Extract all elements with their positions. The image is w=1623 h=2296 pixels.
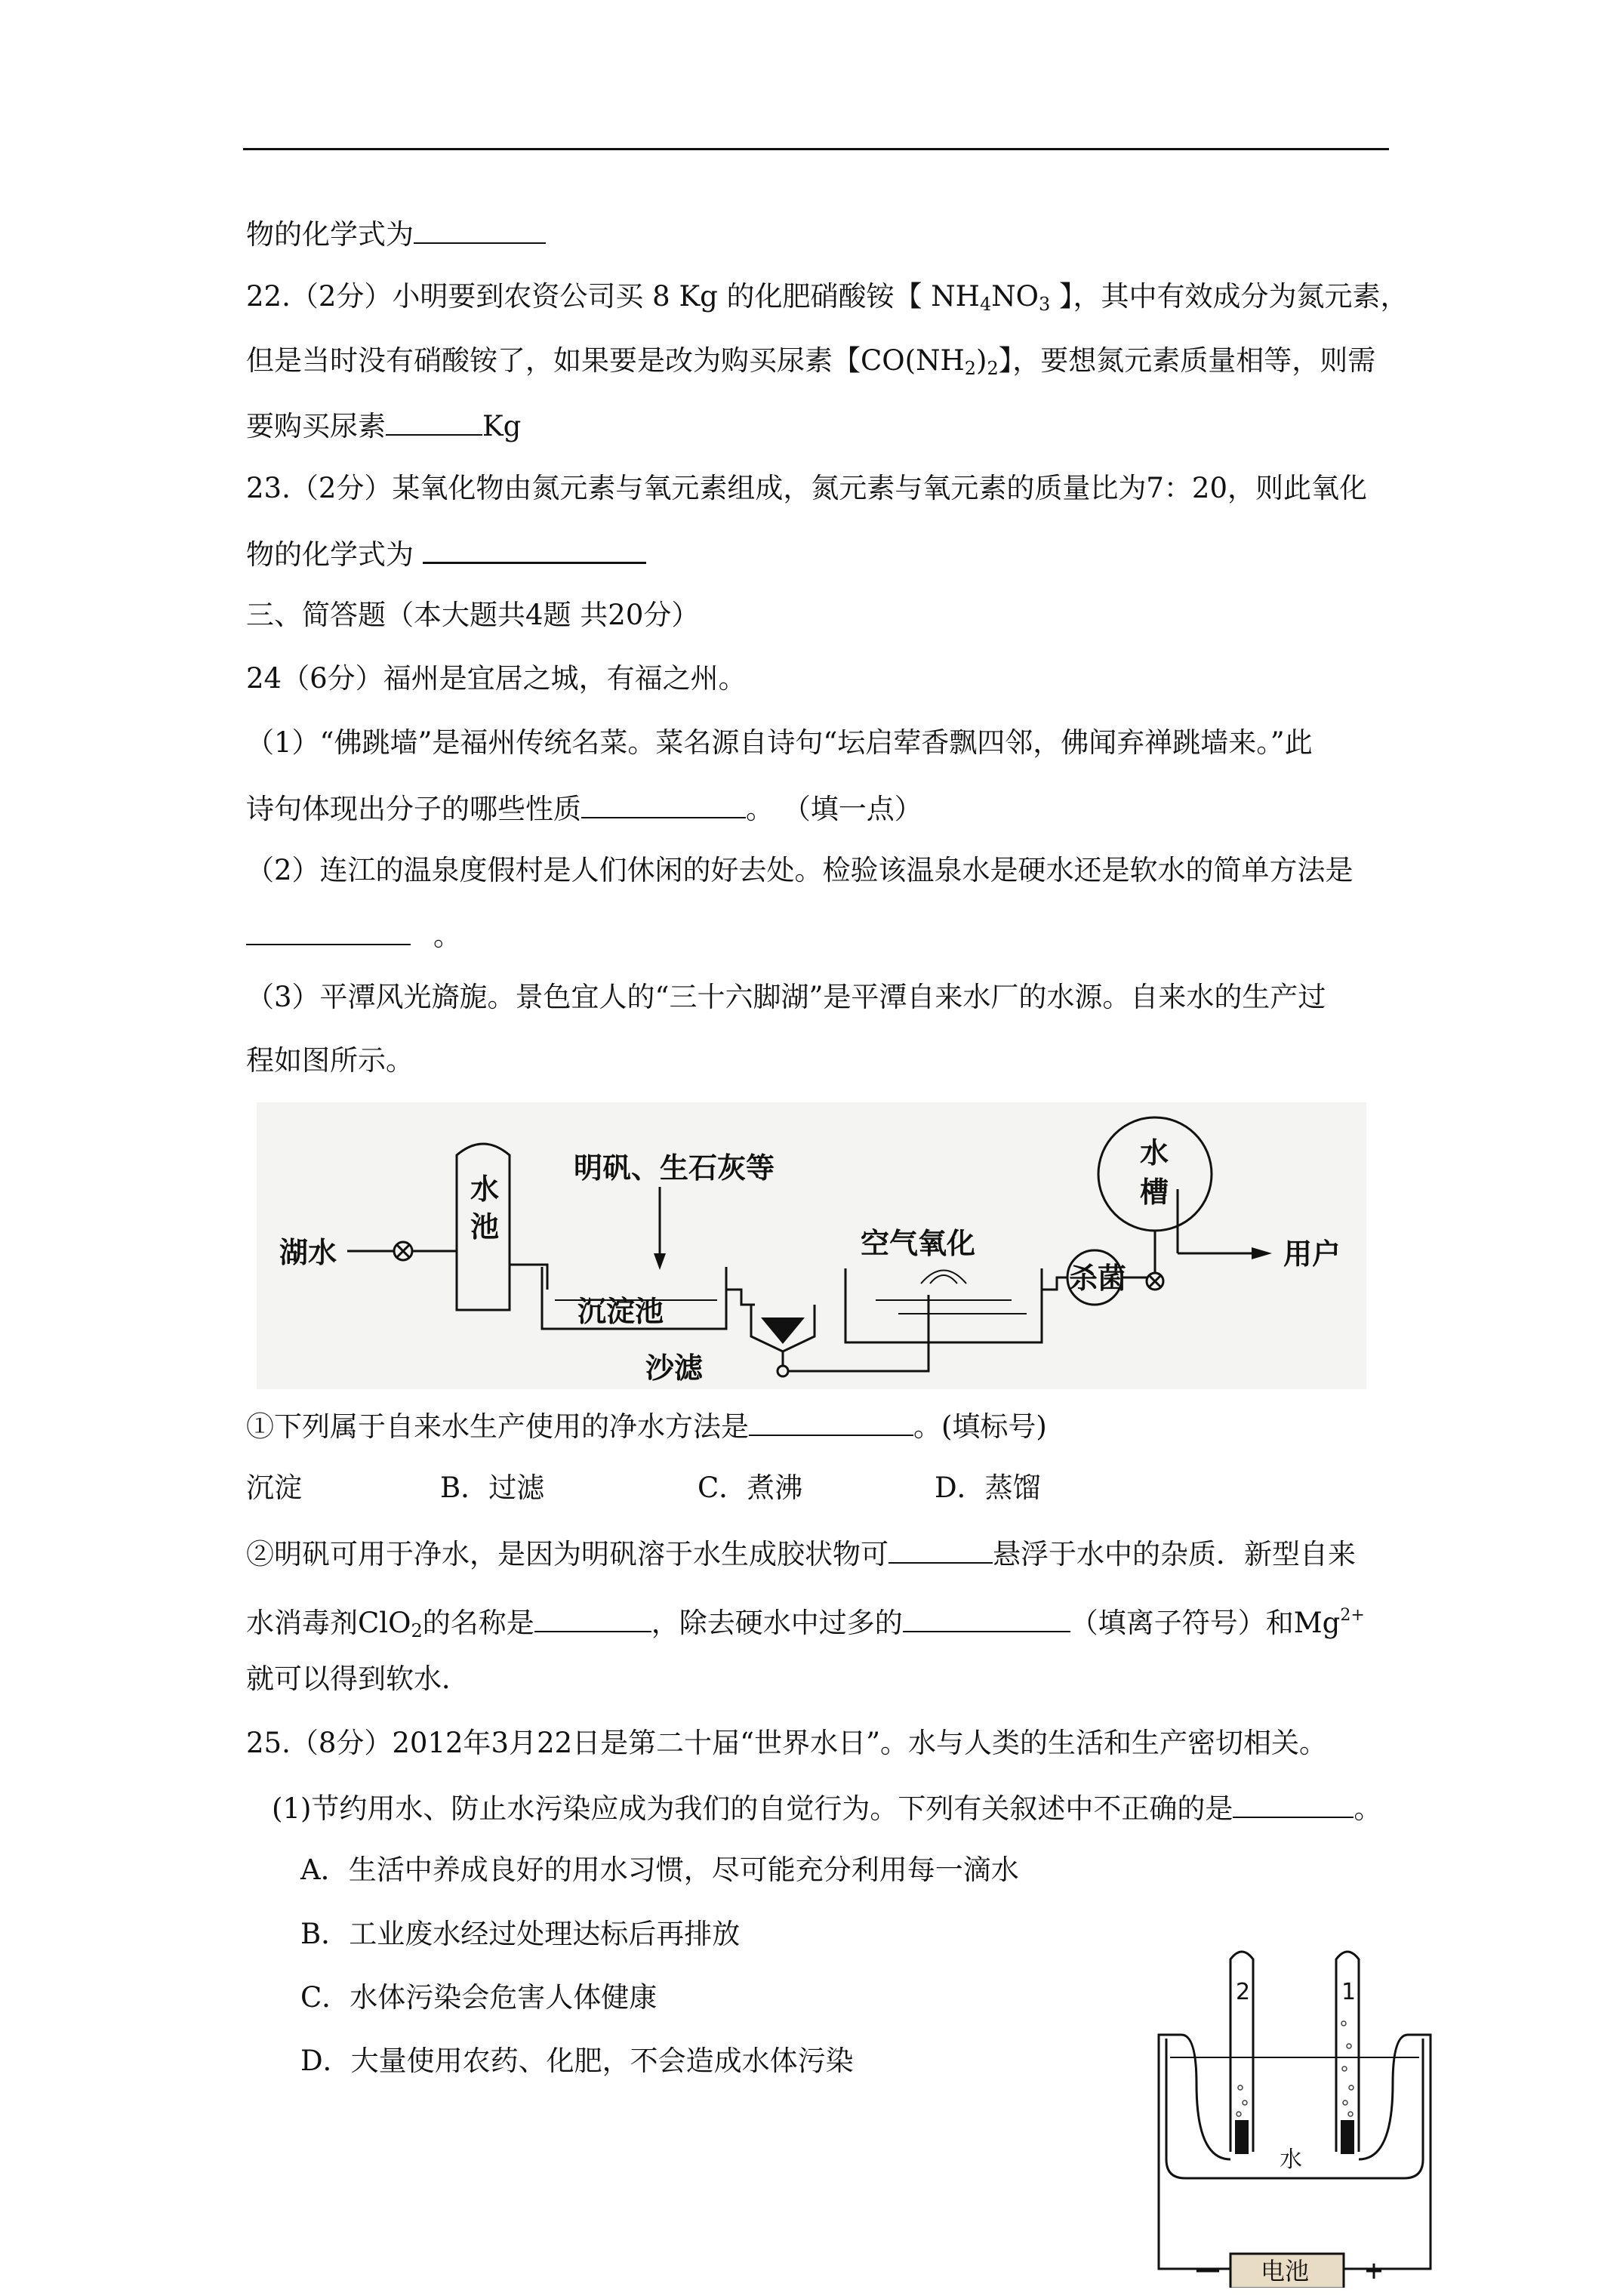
header-rule bbox=[243, 148, 1389, 150]
q23-answer-blank[interactable] bbox=[423, 533, 646, 564]
q25-p1-blank[interactable] bbox=[1233, 1788, 1354, 1818]
q25-p1-line: (1)节约用水、防止水污染应成为我们的自觉行为。下列有关叙述中不正确的是 。 bbox=[272, 1788, 1381, 1828]
q24-sub2-blank1[interactable] bbox=[888, 1533, 993, 1564]
q21-tail-line bbox=[246, 214, 546, 254]
q21-tail-text: 物的化学式为 bbox=[246, 218, 414, 251]
q24-sub2-blank2[interactable] bbox=[534, 1602, 651, 1632]
tube-right-label: 1 bbox=[1341, 1979, 1357, 2005]
svg-text:水: 水 bbox=[470, 1173, 500, 1206]
svg-text:池: 池 bbox=[470, 1210, 500, 1244]
q24-p3-line2: 程如图所示。 bbox=[246, 1044, 414, 1077]
q24-p1-line2: 诗句体现出分子的哪些性质 。 （填一点） bbox=[246, 788, 922, 828]
q23-line1: 23.（2分）某氧化物由氮元素与氧元素组成，氮元素与氧元素的质量比为7：20，则此氧化 bbox=[246, 472, 1368, 504]
q22-line3: 要购买尿素 Kg bbox=[246, 405, 521, 445]
q24-p3-line1: （3）平潭风光旖旎。景色宜人的“三十六脚湖”是平潭自来水厂的水源。自来水的生产过 bbox=[246, 981, 1326, 1013]
q25-stem: 25.（8分）2012年3月22日是第二十届“世界水日”。水与人类的生活和生产密切相关。 bbox=[246, 1727, 1327, 1759]
q24-sub1-blank[interactable] bbox=[749, 1406, 913, 1436]
label-users: 用户 bbox=[1283, 1237, 1341, 1271]
label-sand-filter: 沙滤 bbox=[645, 1351, 704, 1385]
q24-p2-line2: 。 bbox=[246, 915, 461, 955]
svg-text:槽: 槽 bbox=[1140, 1176, 1169, 1209]
option-a[interactable]: 沉淀 bbox=[246, 1472, 302, 1504]
water-treatment-diagram bbox=[257, 1102, 1366, 1389]
electrolysis-apparatus bbox=[1151, 1933, 1438, 2288]
water-label: 水 bbox=[1280, 2147, 1302, 2173]
option-b[interactable]: B．过滤 bbox=[440, 1472, 545, 1504]
q24-sub2-line1: ②明矾可用于净水，是因为明矾溶于水生成胶状物可 悬浮于水中的杂质．新型自来 bbox=[246, 1533, 1356, 1573]
q25-option-d[interactable]: D．大量使用农药、化肥，不会造成水体污染 bbox=[300, 2045, 854, 2077]
q25-option-b[interactable]: B．工业废水经过处理达标后再排放 bbox=[300, 1918, 741, 1950]
q24-p2-blank[interactable] bbox=[246, 915, 411, 945]
q25-option-c[interactable]: C．水体污染会危害人体健康 bbox=[300, 1981, 658, 2014]
q24-p1-blank[interactable] bbox=[581, 788, 746, 818]
svg-text:水: 水 bbox=[1140, 1136, 1169, 1170]
label-sterilize: 杀菌 bbox=[1069, 1262, 1127, 1295]
diagram-background bbox=[257, 1102, 1366, 1389]
q25-option-a[interactable]: A．生活中养成良好的用水习惯，尽可能充分利用每一滴水 bbox=[300, 1854, 1019, 1886]
option-d[interactable]: D．蒸馏 bbox=[935, 1472, 1041, 1504]
q24-sub1-line: ①下列属于自来水生产使用的净水方法是 。(填标号) bbox=[246, 1406, 1047, 1446]
q24-p1-line1: （1）“佛跳墙”是福州传统名菜。菜名源自诗句“坛启荤香飘四邻，佛闻弃禅跳墙来。”此 bbox=[246, 726, 1313, 759]
label-settling-tank: 沉淀池 bbox=[577, 1295, 664, 1328]
q23-line2: 物的化学式为 bbox=[246, 533, 646, 574]
q24-p2-line1: （2）连江的温泉度假村是人们休闲的好去处。检验该温泉水是硬水还是软水的简单方法是 bbox=[246, 854, 1354, 886]
label-lake-water: 湖水 bbox=[279, 1236, 337, 1269]
q24-sub2-line3: 就可以得到软水． bbox=[246, 1663, 470, 1695]
tube-left-label: 2 bbox=[1236, 1979, 1251, 2005]
label-air-oxidation: 空气氧化 bbox=[861, 1227, 976, 1260]
q24-stem: 24（6分）福州是宜居之城，有福之州。 bbox=[246, 662, 747, 695]
q24-sub2-blank3[interactable] bbox=[903, 1602, 1070, 1632]
q22-line2: 但是当时没有硝酸铵了，如果要是改为购买尿素【$CO(NH_2)_2$】，要想氮元素质量相等，则需 bbox=[246, 344, 1376, 379]
battery-label: 电池 bbox=[1261, 2257, 1310, 2285]
q24-sub2-line2: 水消毒剂ClO$_2$的名称是 ，除去硬水中过多的 （填离子符号）和$Mg^{2+}$ bbox=[246, 1597, 1365, 1650]
label-additives: 明矾、生石灰等 bbox=[574, 1151, 775, 1185]
q22-answer-blank[interactable] bbox=[386, 405, 482, 436]
option-c[interactable]: C．煮沸 bbox=[698, 1472, 803, 1504]
q22-line1: 22.（2分）小明要到农资公司买 8 Kg 的化肥硝酸铵【 $NH_4NO_3$ 】，其中有效成分为氮元素， bbox=[246, 280, 1409, 315]
q21-answer-blank[interactable] bbox=[414, 214, 546, 244]
q24-options bbox=[246, 1469, 1378, 1507]
section-3-heading: 三、简答题（本大题共4题 共20分） bbox=[246, 599, 700, 631]
